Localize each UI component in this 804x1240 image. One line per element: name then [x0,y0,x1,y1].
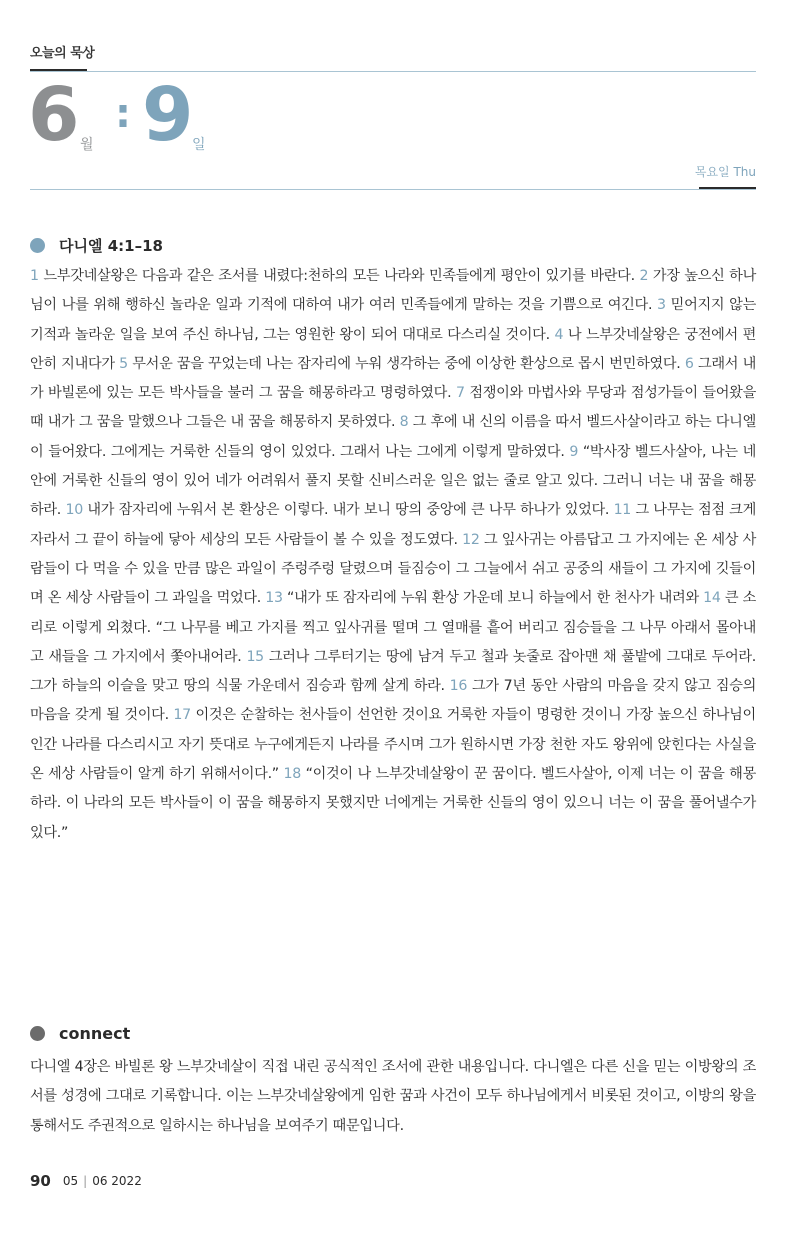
verse-number: 7 [455,385,465,402]
verse-number: 16 [449,678,468,695]
section-label: 오늘의 묵상 [30,46,95,61]
passage-heading [30,235,163,256]
bullet-dot-icon [30,238,45,253]
weekday-label: 목요일 Thu [694,165,756,179]
verse-number: 18 [283,766,301,783]
verse-text: 큰 소리로 이렇게 외쳤다. “그 나무를 베고 가지를 찍고 잎사귀를 떨며 그 열매를 흩어 버리고 짐승들을 그 나무 아래서 몰아내고 새들을 그 가지에서 쫓아내어라. [30,590,757,665]
verse-text: 나 느부갓네살왕은 궁전에서 편안히 지내다가 [30,326,756,372]
connect-body: 다니엘 4장은 바빌론 왕 느부갓네살이 직접 내린 공식적인 조서에 관한 내용입니다. 다니엘은 다른 신을 믿는 이방왕의 조서를 성경에 그대로 기록합니다. 이는 느부갓네살왕에게 임한 꿈과 사건이 모두 하나님에게서 비롯된 것이고, 이방의 왕을 통해서도 주권적으로 일하시는 하나님을 보여주기 때문입니다. [30,1059,756,1134]
passage-body [30,262,756,848]
verse-text: 가장 높으신 하나님이 나를 위해 행하신 놀라운 일과 기적에 대하여 내가 여러 민족들에게 말하는 것을 기쁨으로 여긴다. [30,268,756,314]
footer [30,1172,142,1190]
verse-number: 2 [639,268,649,284]
verse-text: 믿어지지 않는 기적과 놀라운 일을 보여 주신 하나님, 그는 영원한 왕이 되어 대대로 다스리실 것이다. [30,297,756,343]
verse-number: 5 [119,355,128,372]
issue-month: 05 [62,1174,79,1188]
issue-separator: | [83,1174,88,1188]
verse-text: 그 후에 내 신의 이름을 따서 벨드사살이라고 하는 다니엘이 들어왔다. 그에게는 거룩한 신들의 영이 있었다. 그래서 나는 그에게 이렇게 말하였다. [30,414,756,460]
bullet-dot-icon [30,1026,45,1041]
verse-text: 무서운 꿈을 꾸었는데 나는 잠자리에 누워 생각하는 중에 이상한 환상으로 몹시 번민하였다. [132,355,681,372]
month-unit: 월 [80,137,94,153]
verse-number: 4 [554,326,564,343]
month-number: 6 [28,72,80,158]
verse-number: 13 [265,590,283,607]
day-unit: 일 [192,137,206,153]
top-rule [30,71,756,72]
verse-text: 느부갓네살왕은 다음과 같은 조서를 내렸다:천하의 모든 나라와 민족들에게 평안이 있기를 바란다. [43,268,635,284]
verse-number: 15 [246,648,264,665]
verse-text: 그 나무는 점점 크게 자라서 그 끝이 하늘에 닿아 세상의 모든 사람들이 볼 수 있을 정도였다. [30,502,756,548]
day-number: 9 [142,72,194,158]
verse-number: 9 [569,443,579,460]
verse-number: 3 [657,297,666,314]
verse-number: 6 [684,355,694,372]
issue-info [63,1174,142,1188]
connect-heading [30,1024,130,1043]
verse-number: 12 [462,531,480,548]
verse-number: 8 [399,414,409,431]
verse-text: 그 잎사귀는 아름답고 그 가지에는 온 세상 사람들이 다 먹을 수 있을 만큼 많은 과일이 주렁주렁 달렸으며 들짐승이 그 그늘에서 쉬고 공중의 새들이 그 가지에 깃들이며 온 세상 사람들이 그 과일을 먹었다. [30,531,756,607]
verse-text: “이것이 나 느부갓네살왕이 꾼 꿈이다. 벨드사살아, 이제 너는 이 꿈을 해몽하라. 이 나라의 모든 박사들이 이 꿈을 해몽하지 못했지만 너에게는 거룩한 신들의 영이 있으니 너는 이 꿈을 풀어낼수가 있다.” [30,766,756,841]
page-number: 90 [30,1172,51,1190]
issue-date: 06 2022 [92,1174,142,1188]
verse-number: 11 [613,502,632,519]
verse-number: 17 [173,707,191,724]
verse-text: 그가 7년 동안 사람의 마음을 갖지 않고 짐승의 마음을 갖게 될 것이다. [30,678,757,724]
connect-title: connect [59,1024,131,1043]
verse-text: 점쟁이와 마법사와 무당과 점성가들이 들어왔을 때 내가 그 꿈을 말했으나 그들은 내 꿈을 해몽하지 못하였다. [30,385,756,431]
verse-text: 그러나 그루터기는 땅에 남겨 두고 철과 놋줄로 잡아맨 채 풀밭에 그대로 두어라. 그가 하늘의 이슬을 맞고 땅의 식물 가운데서 짐승과 함께 살게 하라. [30,648,756,695]
verse-text: “내가 또 잠자리에 누워 환상 가운데 보니 하늘에서 한 천사가 내려와 [287,590,699,607]
verse-number: 1 [30,268,39,284]
passage-reference: 다니엘 4:1–18 [59,237,163,255]
verse-number: 10 [65,502,83,519]
verse-text: 내가 잠자리에 누워서 본 환상은 이렇다. 내가 보니 땅의 중앙에 큰 나무 하나가 있었다. [87,502,610,519]
date-colon: : [115,91,131,137]
verse-text: 이것은 순찰하는 천사들이 선언한 것이요 거룩한 자들이 명령한 것이니 가장 높으신 하나님이 인간 나라를 다스리시고 자기 뜻대로 누구에게든지 나라를 주시며 그가 원하시면 가장 천한 자도 왕위에 앉힌다는 사실을 온 세상 사람들이 알게 하기 위해서이다.” [30,707,756,783]
verse-number: 14 [703,590,721,607]
verse-text: “박사장 벨드사살아, 나는 네 안에 거룩한 신들의 영이 있어 네가 어려워서 풀지 못할 신비스러운 일은 없는 줄로 알고 있다. 그러니 너는 내 꿈을 해몽하라. [30,443,756,519]
verse-text: 그래서 내가 바빌론에 있는 모든 박사들을 불러 그 꿈을 해몽하라고 명령하였다. [30,355,756,402]
date-rule [30,189,756,190]
